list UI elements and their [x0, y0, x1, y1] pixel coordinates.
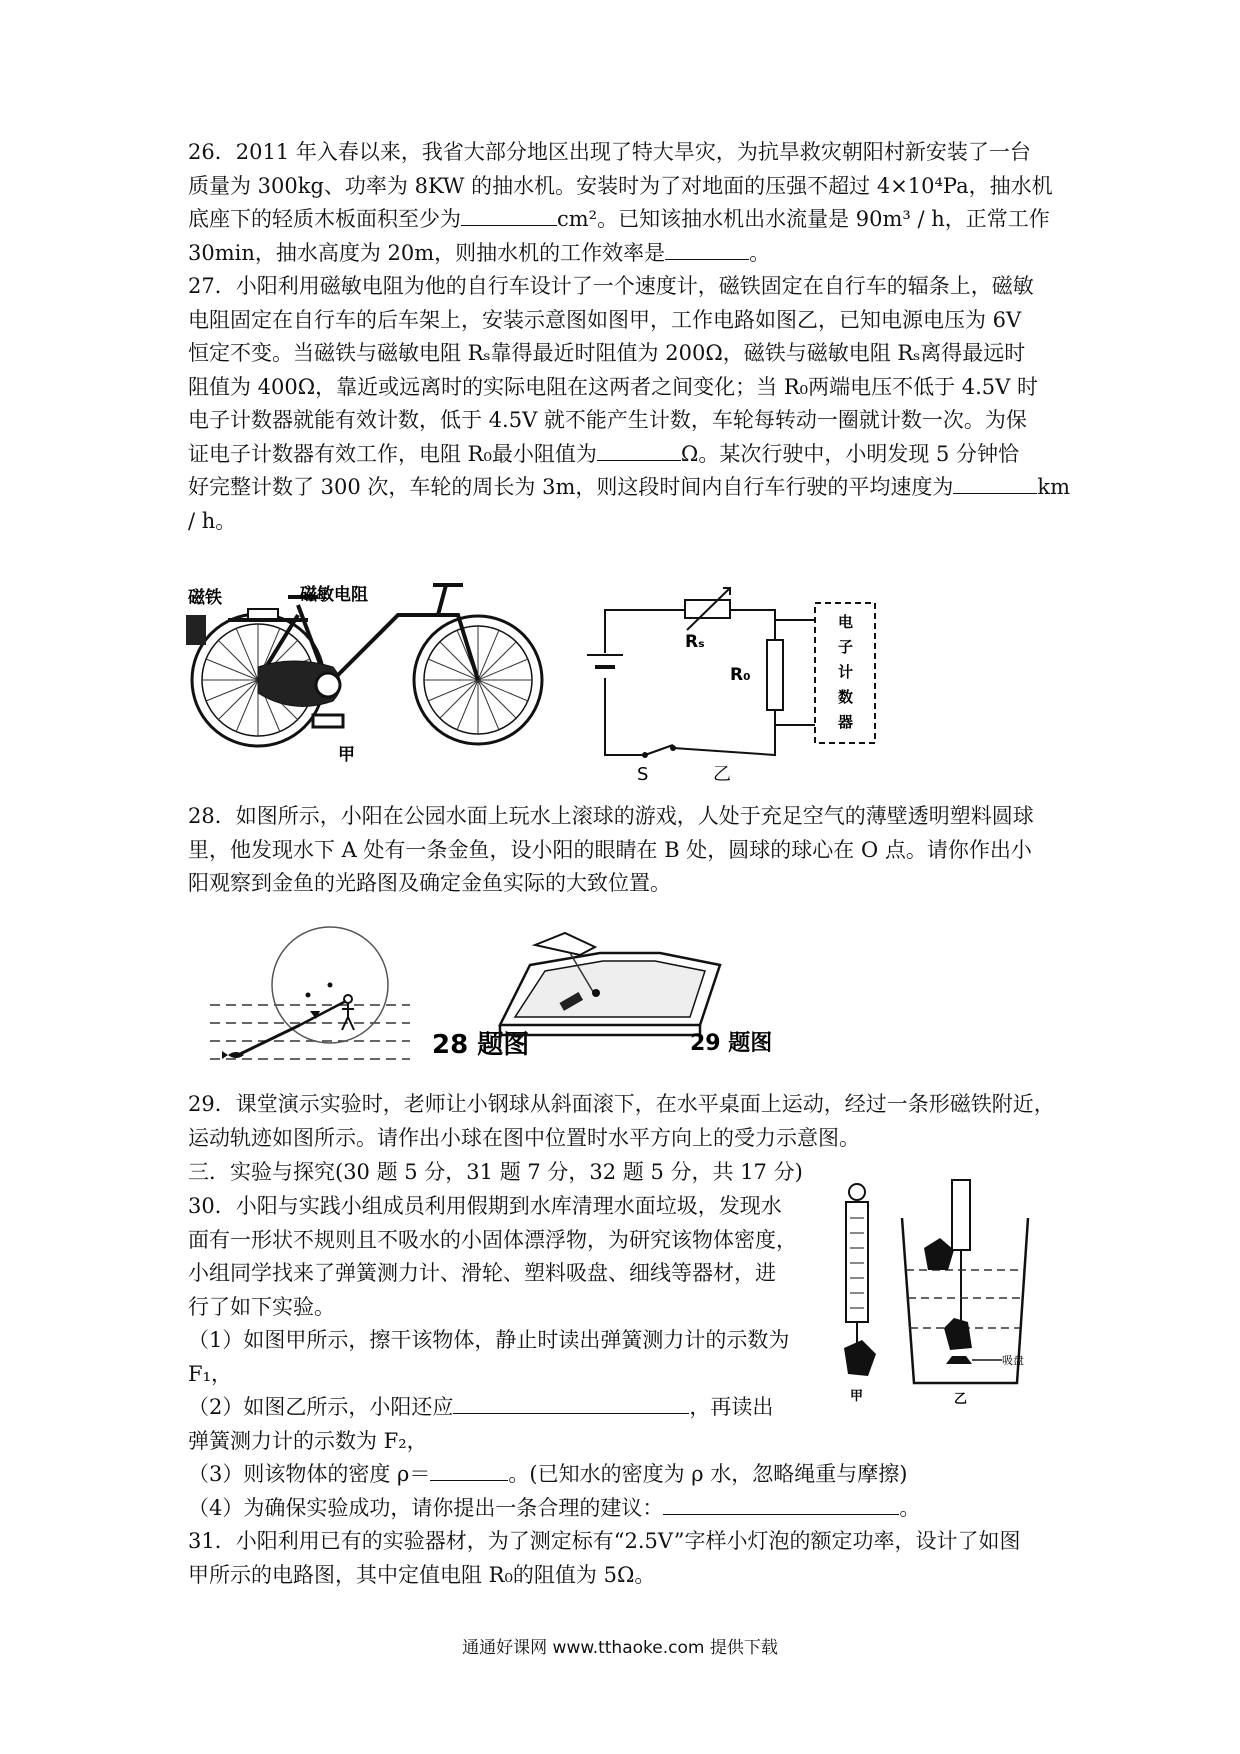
q30-line-9 — [188, 1458, 1056, 1492]
section-3-title: 三．实验与探究(30 题 5 分，31 题 7 分，32 题 5 分，共 17 分) — [188, 1160, 803, 1184]
figures-28-29 — [200, 925, 850, 1075]
light-ray — [238, 1025, 300, 1055]
q30-line-3: 小组同学找来了弹簧测力计、滑轮、塑料吸盘、细线等器材，进 — [188, 1261, 776, 1285]
q30-line-2: 面有一形状不规则且不吸水的小固体漂浮物，为研究该物体密度， — [188, 1227, 797, 1252]
q26-text-3b: cm²。已知该抽水机出水流量是 90m³ / h，正常工作 — [557, 207, 1050, 231]
counter-char: 数 — [838, 688, 854, 706]
q26-text-4a: 30min，抽水高度为 20m，则抽水机的工作效率是 — [188, 240, 666, 265]
q30-text-10b: 。 — [899, 1495, 921, 1520]
q30-line-1: 30．小阳与实践小组成员利用假期到水库清理水面垃圾，发现水 — [188, 1194, 782, 1218]
q26-text-3a: 底座下的轻质木板面积至少为 — [188, 207, 461, 231]
q30-line-10 — [188, 1492, 1056, 1526]
answer-blank[interactable] — [663, 1492, 899, 1515]
q31-line-1: 31．小阳利用已有的实验器材，为了测定标有“2.5V”字样小灯泡的额定功率，设计了如图 — [188, 1529, 1021, 1553]
answer-blank[interactable] — [665, 237, 749, 260]
counter-char: 器 — [838, 713, 854, 731]
q28-line-2: 里，他发现水下 A 处有一条金鱼，设小阳的眼睛在 B 处，圆球的球心在 O 点。请你作出小 — [188, 837, 1032, 862]
q30-text-9a: （3）则该物体的密度 ρ＝ — [188, 1462, 431, 1486]
answer-blank[interactable] — [430, 1458, 508, 1481]
q28-line-1: 28．如图所示，小阳在公园水面上玩水上滚球的游戏，人处于充足空气的薄壁透明塑料圆球 — [188, 804, 1034, 828]
fig30-label-jia: 甲 — [850, 1389, 864, 1404]
q28-line-3: 阳观察到金鱼的光路图及确定金鱼实际的大致位置。 — [188, 871, 671, 895]
counter-char: 子 — [838, 638, 854, 656]
switch — [645, 745, 673, 755]
q27-line-3: 恒定不变。当磁铁与磁敏电阻 Rₛ靠得最近时阻值为 200Ω，磁铁与磁敏电阻 Rₛ离得最远时 — [188, 341, 1026, 365]
question-29 — [188, 1088, 1056, 1155]
q27-line-4: 阻值为 400Ω，靠近或远离时的实际电阻在这两者之间变化；当 R₀两端电压不低于 4.5V 时 — [188, 374, 1038, 399]
q26-text-4b: 。 — [749, 240, 771, 265]
fig29-caption: 29 题图 — [690, 1031, 773, 1056]
q29-line-1: 29．课堂演示实验时，老师让小钢球从斜面滚下，在水平桌面上运动，经过一条形磁铁附近， — [188, 1092, 1055, 1116]
fig28-caption: 28 题图 — [432, 1030, 530, 1060]
suction-cup — [946, 1356, 972, 1364]
object-yi — [924, 1238, 954, 1270]
counter-char: 电 — [838, 613, 854, 631]
q30-line-8: 弹簧测力计的示数为 F₂， — [188, 1428, 428, 1453]
q30-line-5: （1）如图甲所示，擦干该物体，静止时读出弹簧测力计的示数为 — [188, 1328, 790, 1352]
label-rs: Rₛ — [685, 632, 705, 652]
steel-ball — [592, 989, 600, 997]
q29-line-2: 运动轨迹如图所示。请作出小球在图中位置时水平方向上的受力示意图。 — [188, 1125, 860, 1150]
demo-table — [500, 953, 720, 1043]
q31-line-2: 甲所示的电路图，其中定值电阻 R₀的阻值为 5Ω。 — [188, 1562, 656, 1587]
label-s: S — [637, 764, 649, 785]
label-r0: R₀ — [730, 665, 751, 685]
q30-line-7 — [188, 1391, 828, 1425]
question-27 — [188, 270, 1071, 538]
ramp — [535, 933, 595, 955]
q27-line-8: / h。 — [188, 508, 237, 533]
q26-line-2: 质量为 300kg、功率为 8KW 的抽水机。安装时为了对地面的压强不超过 4×10⁴Pa，抽水机 — [188, 173, 1053, 198]
answer-blank[interactable] — [453, 1391, 689, 1414]
q27-text-6a: 证电子计数器有效工作，电阻 R₀最小阻值为 — [188, 441, 597, 466]
answer-blank[interactable] — [461, 203, 557, 226]
q27-line-5: 电子计数器就能有效计数，低于 4.5V 就不能产生计数，车轮每转动一圈就计数一次。为保 — [188, 408, 1027, 432]
question-30 — [188, 1190, 828, 1458]
fig30-label-yi: 乙 — [954, 1392, 968, 1407]
floating-object — [844, 1340, 876, 1376]
spring-scale-yi — [952, 1180, 970, 1328]
q30-text-9b: 。(已知水的密度为 ρ 水，忽略绳重与摩擦) — [508, 1462, 908, 1486]
q27-line-2: 电阻固定在自行车的后车架上，安装示意图如图甲，工作电路如图乙，已知电源电压为 6V — [188, 307, 1022, 332]
label-magnet: 磁铁 — [188, 588, 222, 608]
label-jia: 甲 — [338, 745, 355, 765]
label-sensor: 磁敏电阻 — [300, 585, 368, 605]
sphere-center — [328, 983, 333, 988]
page-footer: 通通好课网 www.tthaoke.com 提供下载 — [462, 1638, 778, 1658]
person — [342, 995, 354, 1030]
question-26 — [188, 136, 1056, 270]
question-30-cont — [188, 1458, 1056, 1525]
answer-blank[interactable] — [597, 438, 681, 461]
q27-line-1: 27．小阳利用磁敏电阻为他的自行车设计了一个速度计，磁铁固定在自行车的辐条上，磁敏 — [188, 274, 1034, 298]
q27-text-7a: 好完整计数了 300 次，车轮的周长为 3m，则这段时间内自行车行驶的平均速度为 — [188, 475, 954, 499]
counter-char: 计 — [838, 663, 854, 681]
pedal — [313, 715, 343, 727]
q30-text-10a: （4）为确保实验成功，请你提出一条合理的建议： — [188, 1495, 664, 1520]
q30-line-4: 行了如下实验。 — [188, 1294, 335, 1319]
q30-line-6: F₁， — [188, 1361, 232, 1386]
question-28 — [188, 800, 1056, 901]
q27-text-6b: Ω。某次行驶中，小明发现 5 分钟恰 — [680, 441, 1020, 466]
question-31 — [188, 1525, 1056, 1592]
q26-line-1: 26．2011 年入春以来，我省大部分地区出现了特大旱灾，为抗旱救灾朝阳村新安装了一台 — [188, 140, 1031, 164]
fig30-label-suction: 吸盘 — [1002, 1354, 1024, 1367]
bicycle-figure — [188, 575, 548, 765]
q26-line-3 — [188, 203, 1056, 237]
figure-30 — [832, 1178, 1032, 1418]
circuit-figure — [575, 585, 895, 785]
q27-line-6 — [188, 438, 1056, 472]
q27-line-7 — [188, 471, 1071, 505]
resistor-r0 — [767, 640, 783, 710]
q30-text-7a: （2）如图乙所示，小阳还应 — [188, 1395, 454, 1419]
q26-line-4 — [188, 237, 1056, 271]
q27-text-7b: km — [1037, 475, 1071, 499]
sensor-box — [248, 609, 278, 619]
rear-light — [186, 615, 206, 645]
q30-text-7b: ，再读出 — [689, 1395, 774, 1419]
answer-blank[interactable] — [953, 471, 1037, 494]
label-yi: 乙 — [713, 764, 731, 785]
